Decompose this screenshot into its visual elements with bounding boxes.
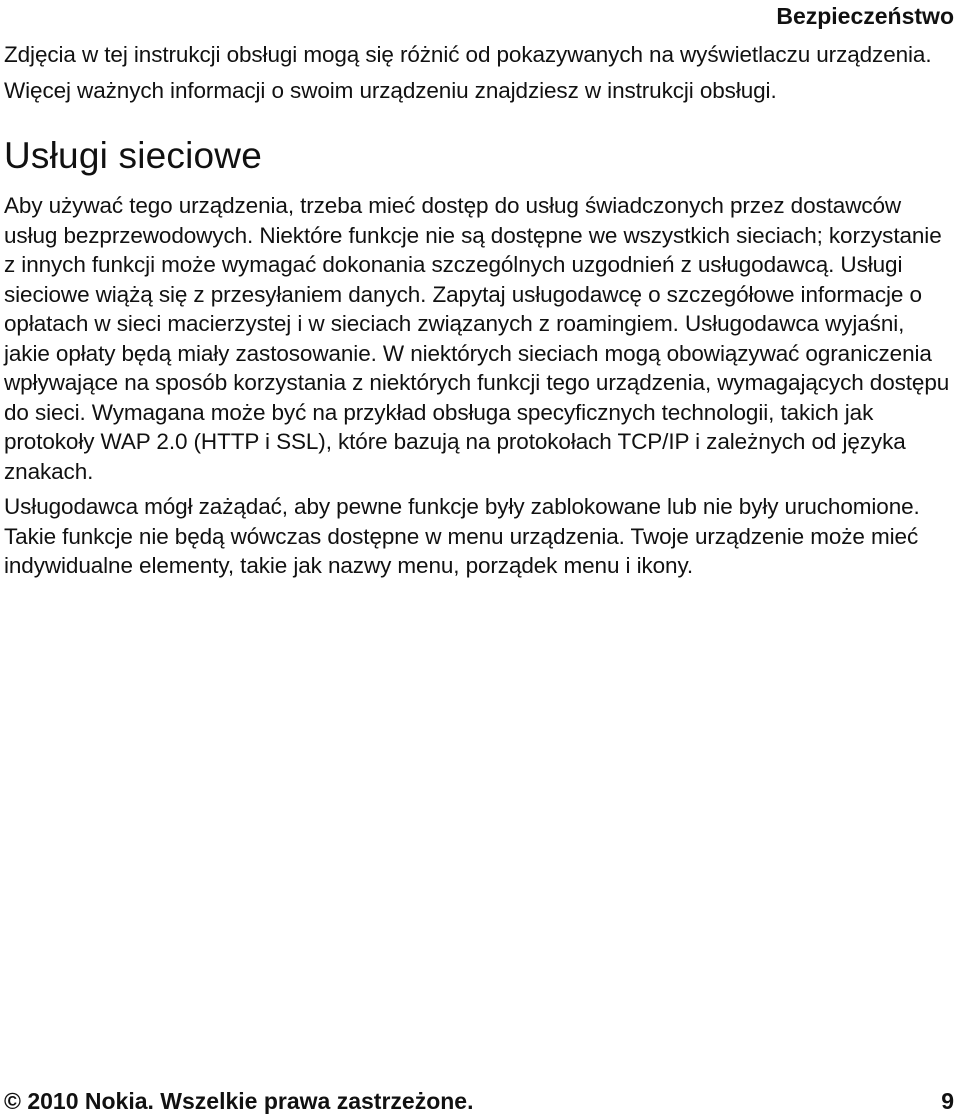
service-provider-paragraph: Usługodawca mógł zażądać, aby pewne funkcje były zablokowane lub nie były uruchomione. Takie funkcje nie będą wówczas dostępne w menu urządzenia. Twoje urządzenie może mieć indywidualne elementy, takie jak nazwy menu, porządek menu i ikony. <box>4 494 920 578</box>
network-services-paragraph: Aby używać tego urządzenia, trzeba mieć dostęp do usług świadczonych przez dostawców usług bezprzewodowych. Niektóre funkcje nie są dostępne we wszystkich sieciach; korzystanie z innych funkcji może wymagać dokonania szczególnych uzgodnień z usługodawcą. Usługi sieciowe wiążą się z przesyłaniem danych. Zapytaj usługodawcę o szczegółowe informacje o opłatach w sieci macierzystej i w sieciach związanych z roamingiem. Usługodawca wyjaśni, jakie opłaty będą miały zastosowanie. W niektórych sieciach mogą obowiązywać ograniczenia wpływające na sposób korzystania z niektórych funkcji tego urządzenia, wymagających dostępu do sieci. Wymagana może być na przykład obsługa specyficznych technologii, takich jak protokoły WAP 2.0 (HTTP i SSL), które bazują na protokołach TCP/IP i zależnych od języka znakach. <box>4 193 950 484</box>
page-number: 9 <box>941 1088 954 1114</box>
page-content <box>4 40 952 581</box>
copyright-notice: © 2010 Nokia. Wszelkie prawa zastrzeżone. <box>4 1088 474 1114</box>
intro-paragraph-images: Zdjęcia w tej instrukcji obsługi mogą się różnić od pokazywanych na wyświetlaczu urządzenia. <box>4 42 932 67</box>
intro-paragraph-more-info: Więcej ważnych informacji o swoim urządzeniu znajdziesz w instrukcji obsługi. <box>4 77 777 103</box>
section-title: Bezpieczeństwo <box>776 3 954 29</box>
page-footer <box>4 1086 954 1116</box>
network-services-heading: Usługi sieciowe <box>4 135 262 176</box>
